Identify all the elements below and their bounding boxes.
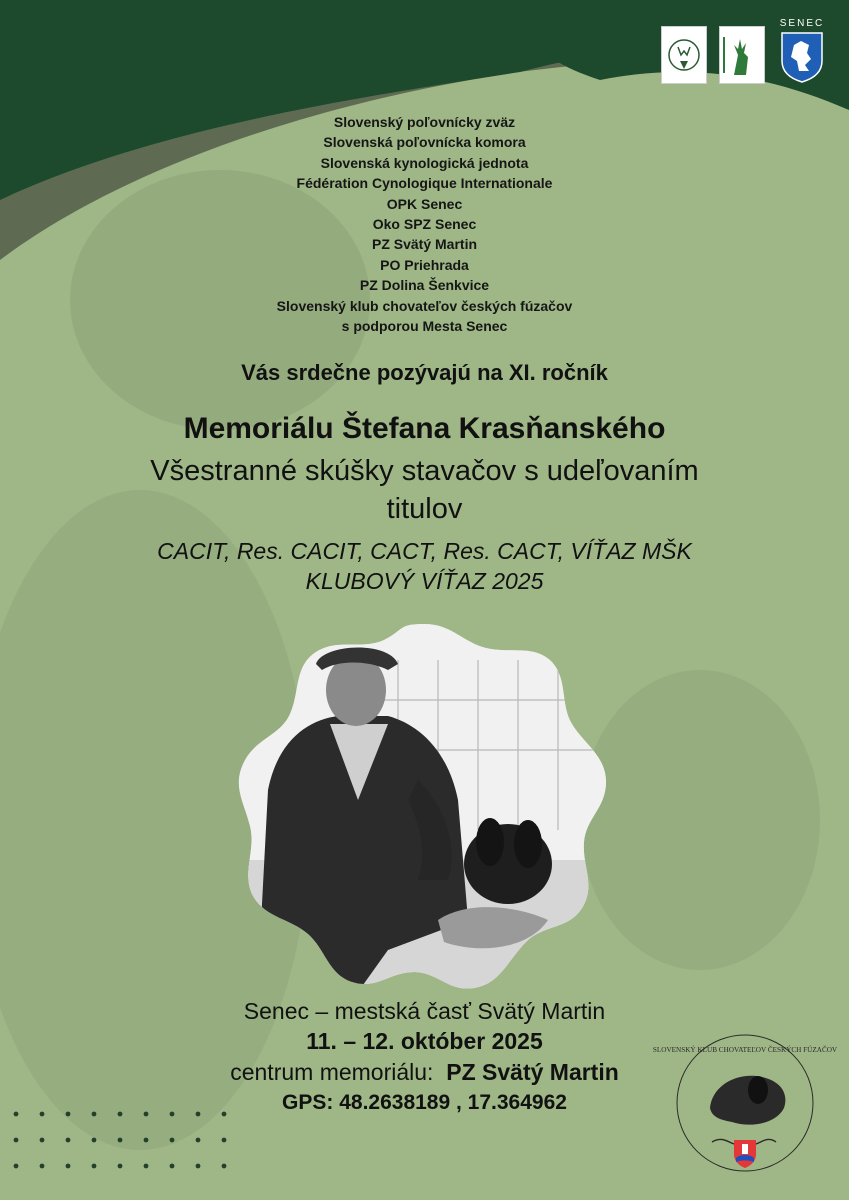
organizers-list	[0, 112, 849, 336]
club-seal-logo	[652, 1030, 838, 1176]
senec-shield-icon	[779, 31, 825, 83]
spz-emblem-logo	[661, 26, 707, 84]
organizer-line: Slovenský poľovnícky zväz	[333, 114, 516, 130]
invitation-text: Vás srdečne pozývajú na XI. ročník	[241, 360, 608, 385]
organizer-line: Slovenská poľovnícka komora	[323, 134, 526, 151]
club-seal-text: SLOVENSKÝ KLUB CHOVATEĽOV ČESKÝCH FÚZAČOV	[652, 1046, 838, 1054]
event-title: Memoriálu Štefana Krasňanského	[183, 412, 666, 445]
organizer-line: Fédération Cynologique Internationale	[296, 175, 553, 192]
decorative-dots	[12, 1108, 252, 1188]
senec-city-logo	[777, 18, 827, 84]
centrum-label: centrum memoriálu:	[230, 1059, 434, 1085]
event-date: 11. – 12. október 2025	[306, 1028, 543, 1054]
organizer-line: Slovenský klub chovateľov českých fúzačov	[276, 297, 573, 314]
organizer-line: s podporou Mesta Senec	[341, 318, 508, 335]
organizer-line: PO Priehrada	[380, 256, 469, 273]
organizer-line: PZ Svätý Martin	[371, 236, 478, 253]
venue-place: Senec – mestská časť Svätý Martin	[243, 998, 606, 1024]
titles-line: CACIT, Res. CACIT, CACT, Res. CACT, VÍŤAZ MŠK	[157, 538, 692, 564]
organizer-line: PZ Dolina Šenkvice	[359, 277, 490, 294]
memorial-photo	[238, 620, 610, 992]
centrum-value: PZ Svätý Martin	[446, 1059, 619, 1085]
gps-coordinates: GPS: 48.2638189 , 17.364962	[282, 1091, 567, 1114]
titles-line: KLUBOVÝ VÍŤAZ 2025	[305, 568, 544, 594]
organizer-line: Oko SPZ Senec	[372, 216, 477, 233]
deer-zvaz-logo	[719, 26, 765, 84]
sponsor-logos	[661, 18, 827, 84]
event-subtitle: Všestranné skúšky stavačov s udeľovaním titulov	[150, 455, 699, 525]
city-label: SENEC	[779, 18, 825, 29]
organizer-line: Slovenská kynologická jednota	[320, 154, 529, 171]
titles-awarded	[120, 536, 729, 596]
organizer-line: OPK Senec	[386, 195, 463, 212]
